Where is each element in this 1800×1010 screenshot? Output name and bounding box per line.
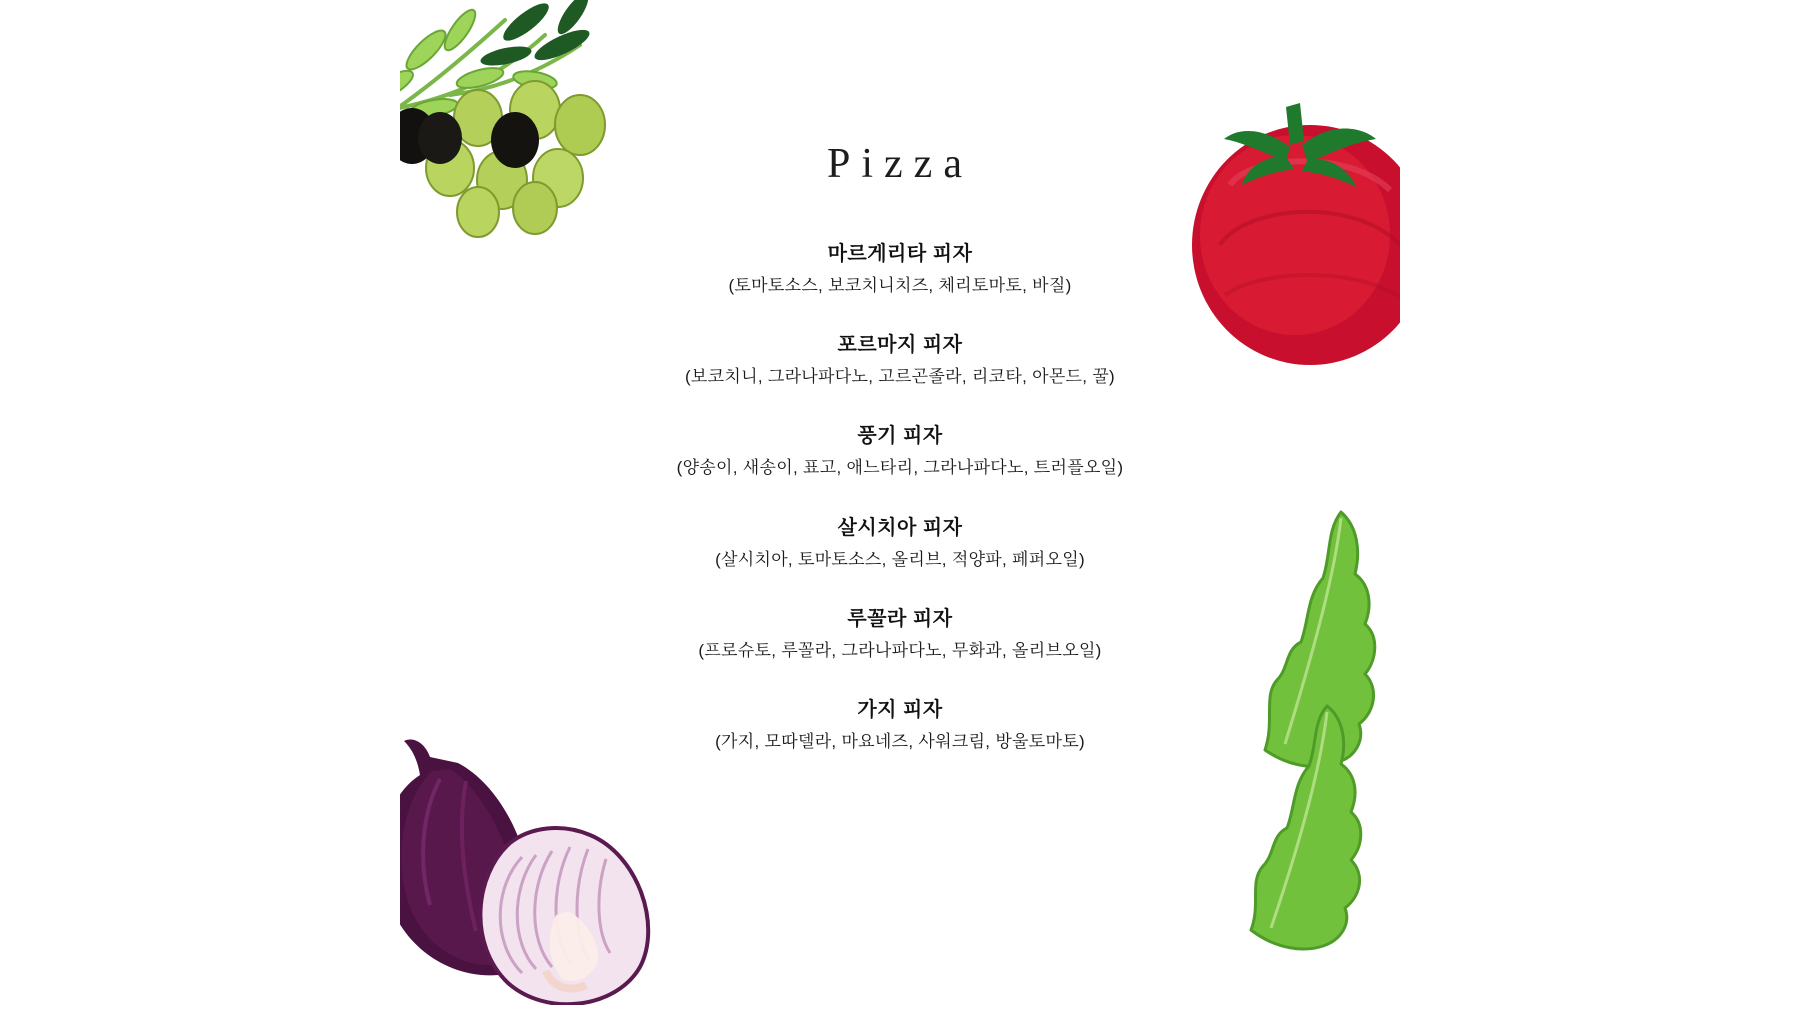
menu-item	[400, 514, 1400, 573]
menu-item-description: (토마토소스, 보코치니치즈, 체리토마토, 바질)	[728, 276, 1072, 295]
menu-item	[400, 240, 1400, 299]
menu-item	[400, 331, 1400, 390]
menu-item	[400, 605, 1400, 664]
menu-item-name: 살시치아 피자	[837, 516, 963, 539]
menu-content	[400, 0, 1400, 1000]
menu-item-name: 가지 피자	[857, 698, 943, 721]
menu-item-name: 풍기 피자	[857, 425, 943, 448]
menu-item-name: 포르마지 피자	[837, 334, 963, 357]
menu-item-description: (양송이, 새송이, 표고, 애느타리, 그라나파다노, 트러플오일)	[676, 458, 1124, 478]
right-margin	[1400, 0, 1800, 1000]
menu-item-list	[400, 240, 1400, 787]
menu-item-description: (살시치아, 토마토소스, 올리브, 적양파, 페퍼오일)	[715, 549, 1085, 569]
menu-item	[400, 422, 1400, 481]
menu-item-description: (프로슈토, 루꼴라, 그라나파다노, 무화과, 올리브오일)	[698, 640, 1102, 660]
menu-item-name: 루꼴라 피자	[847, 607, 953, 630]
menu-item-description: (가지, 모따델라, 마요네즈, 사워크림, 방울토마토)	[715, 731, 1085, 751]
menu-item-description: (보코치니, 그라나파다노, 고르곤졸라, 리코타, 아몬드, 꿀)	[684, 367, 1116, 387]
menu-item	[400, 696, 1400, 755]
left-margin	[0, 0, 400, 1000]
menu-item-name: 마르게리타 피자	[827, 243, 973, 265]
page-title: Pizza	[827, 141, 973, 187]
